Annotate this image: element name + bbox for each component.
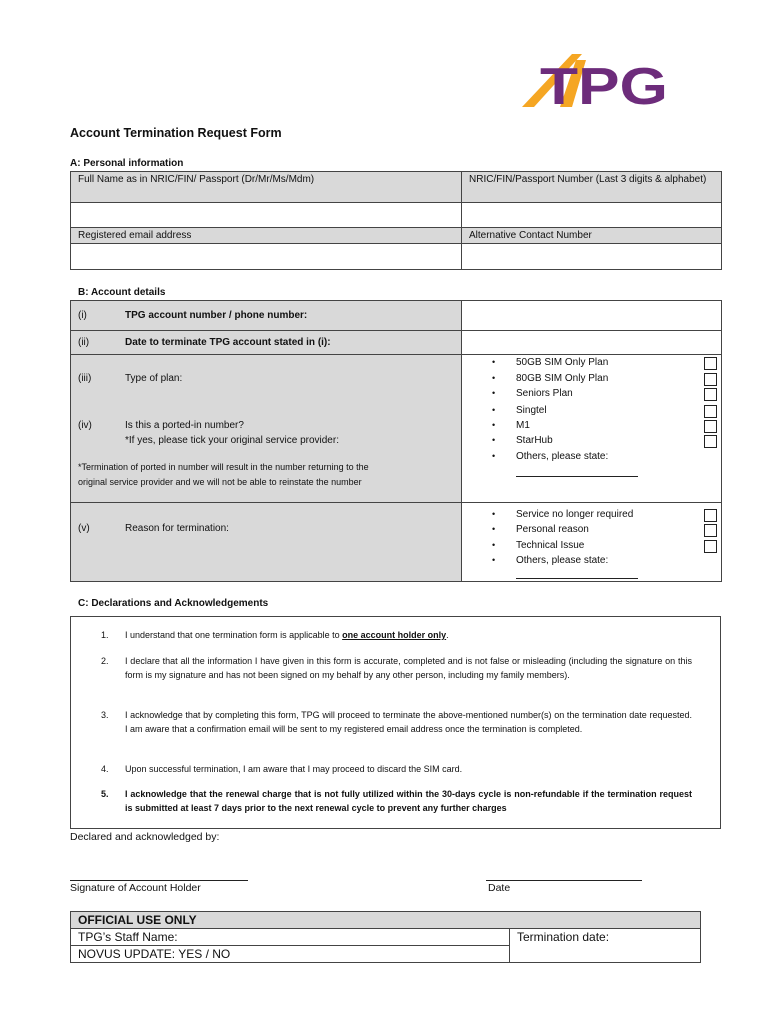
staff-name-field: TPG’s Staff Name:: [71, 929, 510, 946]
plan-seniors-checkbox[interactable]: [704, 388, 717, 401]
row-number: (v): [78, 523, 90, 534]
row-number: (ii): [78, 337, 90, 348]
declared-by-label: Declared and acknowledged by:: [70, 831, 220, 843]
one-account-holder-emphasis: one account holder only: [342, 630, 447, 640]
provider-starhub-checkbox[interactable]: [704, 435, 717, 448]
section-a-heading: A: Personal information: [70, 158, 184, 169]
form-title: Account Termination Request Form: [70, 126, 282, 140]
row-account-number: [71, 301, 462, 331]
row-number: (iv): [78, 420, 92, 431]
ported-question: Is this a ported-in number?: [125, 420, 244, 431]
svg-text:TPG: TPG: [540, 58, 668, 110]
section-c-heading: C: Declarations and Acknowledgements: [78, 598, 269, 609]
section-b-heading: B: Account details: [78, 287, 166, 298]
reason-personal-checkbox[interactable]: [704, 524, 717, 537]
ported-sub-question: *If yes, please tick your original service provider:: [125, 435, 339, 446]
nric-field[interactable]: [462, 203, 722, 228]
termination-date-official: Termination date:: [510, 929, 701, 963]
ported-note-line2: original service provider and we will not be able to reinstate the number: [78, 477, 362, 487]
reason-service-checkbox[interactable]: [704, 509, 717, 522]
reason-other-input[interactable]: [516, 578, 638, 579]
signature-label: Signature of Account Holder: [70, 882, 201, 894]
date-line[interactable]: [486, 880, 642, 881]
declarations-box: 1. I understand that one termination form is applicable to one account holder only. 2. I declare that all the information I have given in this form is accurate, completed and is not false or misleading (including the signature on this form is my signature and has not been signed on my behalf by any other person, including my family members). 3. I acknowledge that by completing this form, TPG will proceed to terminate the above-mentioned number(s) on the termination date requested. I am aware that a confirmation email will be sent to my registered email address once the termination is completed. 4. Upon successful termination, I am aware that I may proceed to discard the SIM card. 5. I acknowledge that the renewal charge that is not fully utilized within the 30-days cycle is non-refundable if the termination request is submitted at least 7 days prior to the next renewal cycle to prevent any further charges: [70, 616, 721, 829]
alt-contact-field[interactable]: [462, 244, 722, 270]
email-field[interactable]: [71, 244, 462, 270]
full-name-label: Full Name as in NRIC/FIN/ Passport (Dr/Mr/Ms/Mdm): [71, 172, 462, 203]
email-label: Registered email address: [71, 228, 462, 244]
plan-50gb-checkbox[interactable]: [704, 357, 717, 370]
nric-label: NRIC/FIN/Passport Number (Last 3 digits & alphabet): [462, 172, 722, 203]
plan-80gb-checkbox[interactable]: [704, 373, 717, 386]
provider-m1-checkbox[interactable]: [704, 420, 717, 433]
plan-type-label: Type of plan:: [125, 373, 183, 384]
row-termination-date: [71, 331, 462, 355]
row-plan-and-port: [71, 355, 462, 503]
provider-singtel-checkbox[interactable]: [704, 405, 717, 418]
signature-line[interactable]: [70, 880, 248, 881]
novus-update-field: NOVUS UPDATE: YES / NO: [71, 946, 510, 963]
reason-label: Reason for termination:: [125, 523, 229, 534]
row-number: (iii): [78, 373, 92, 384]
account-number-field[interactable]: [462, 301, 722, 331]
account-details-table: [70, 300, 722, 582]
alt-contact-label: Alternative Contact Number: [462, 228, 722, 244]
account-number-label: TPG account number / phone number:: [125, 310, 308, 321]
full-name-field[interactable]: [71, 203, 462, 228]
provider-other-input[interactable]: [516, 476, 638, 477]
official-use-heading: OFFICIAL USE ONLY: [71, 912, 701, 929]
personal-info-table: [70, 171, 722, 270]
termination-date-field[interactable]: [462, 331, 722, 355]
reason-options: • Service no longer required • Personal reason • Technical Issue • Others, please state:: [462, 503, 722, 582]
date-label: Date: [488, 882, 511, 894]
row-number: (i): [78, 310, 87, 321]
tpg-logo-graphic: [520, 52, 672, 110]
termination-date-label: Date to terminate TPG account stated in (i):: [125, 337, 331, 348]
official-use-table: [70, 911, 701, 963]
reason-technical-checkbox[interactable]: [704, 540, 717, 553]
tpg-logo: [520, 52, 672, 110]
plan-and-provider-options: • 50GB SIM Only Plan • 80GB SIM Only Plan • Seniors Plan • Singtel • M1 • StarHub • Others, please state:: [462, 355, 722, 503]
row-reason: [71, 503, 462, 582]
ported-note-line1: *Termination of ported in number will result in the number returning to the: [78, 462, 369, 472]
